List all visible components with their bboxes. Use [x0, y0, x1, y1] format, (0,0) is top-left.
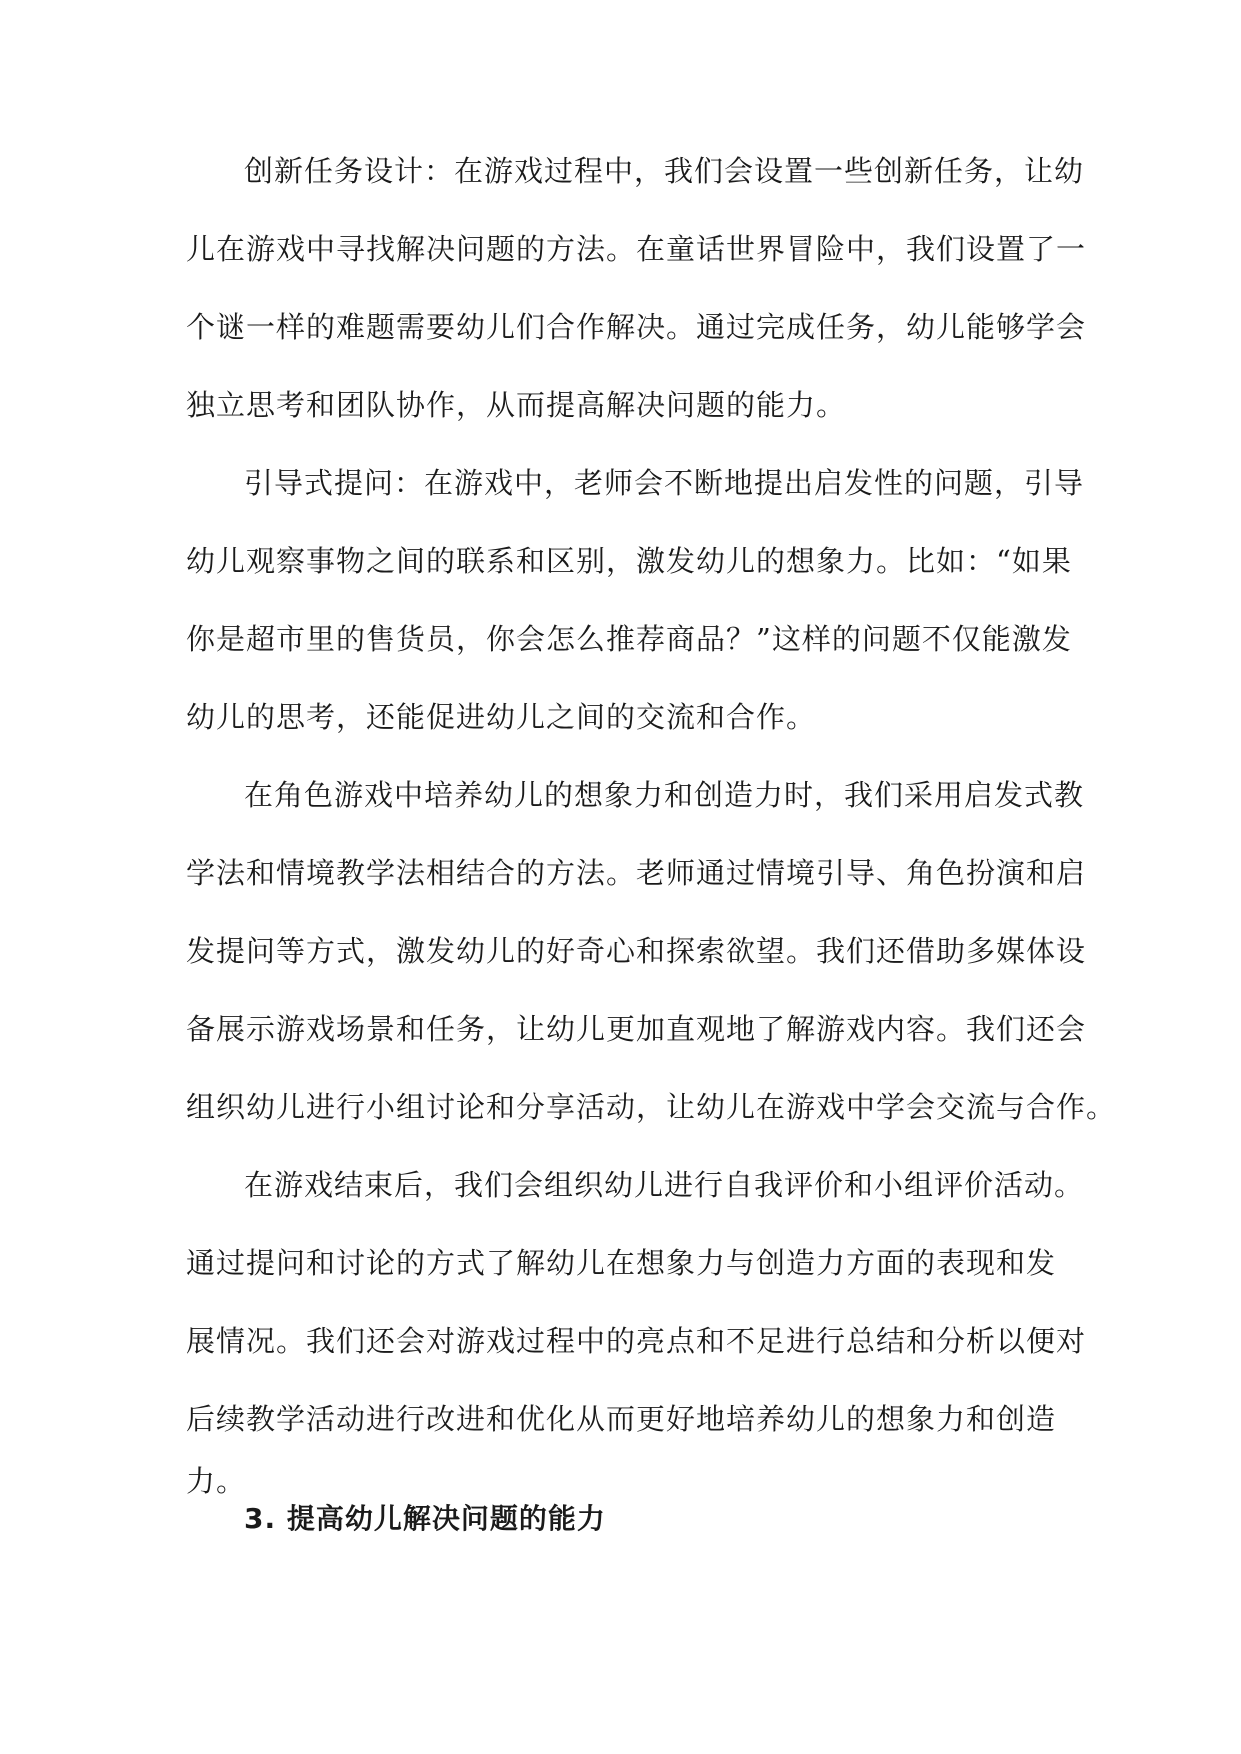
paragraph-2-line-4: 幼儿的思考，还能促进幼儿之间的交流和合作。: [186, 700, 817, 734]
paragraph-3-line-3: 发提问等方式，激发幼儿的好奇心和探索欲望。我们还借助多媒体设: [186, 934, 1087, 968]
paragraph-1-line-2: 儿在游戏中寻找解决问题的方法。在童话世界冒险中，我们设置了一: [186, 232, 1087, 266]
paragraph-4-line-3: 展情况。我们还会对游戏过程中的亮点和不足进行总结和分析以便对: [186, 1324, 1087, 1358]
paragraph-4-line-2: 通过提问和讨论的方式了解幼儿在想象力与创造力方面的表现和发: [186, 1246, 1057, 1280]
section-heading: 3. 提高幼儿解决问题的能力: [244, 1502, 606, 1535]
paragraph-3-line-4: 备展示游戏场景和任务，让幼儿更加直观地了解游戏内容。我们还会: [186, 1012, 1087, 1046]
paragraph-1-line-4: 独立思考和团队协作，从而提高解决问题的能力。: [186, 388, 847, 422]
paragraph-3-line-2: 学法和情境教学法相结合的方法。老师通过情境引导、角色扮演和启: [186, 856, 1087, 890]
paragraph-2-line-2: 幼儿观察事物之间的联系和区别，激发幼儿的想象力。比如：“如果: [186, 544, 1072, 578]
paragraph-3-line-5: 组织幼儿进行小组讨论和分享活动，让幼儿在游戏中学会交流与合作。: [186, 1090, 1117, 1124]
paragraph-4-line-4: 后续教学活动进行改进和优化从而更好地培养幼儿的想象力和创造: [186, 1402, 1057, 1436]
paragraph-1-line-3: 个谜一样的难题需要幼儿们合作解决。通过完成任务，幼儿能够学会: [186, 310, 1087, 344]
paragraph-1-line-1: 创新任务设计：在游戏过程中，我们会设置一些创新任务，让幼: [244, 154, 1085, 188]
paragraph-4-line-1: 在游戏结束后，我们会组织幼儿进行自我评价和小组评价活动。: [244, 1168, 1085, 1202]
paragraph-4-line-5: 力。: [186, 1464, 247, 1498]
paragraph-2-line-3: 你是超市里的售货员，你会怎么推荐商品？”这样的问题不仅能激发: [186, 622, 1072, 656]
paragraph-2-line-1: 引导式提问：在游戏中，老师会不断地提出启发性的问题，引导: [244, 466, 1085, 500]
paragraph-3-line-1: 在角色游戏中培养幼儿的想象力和创造力时，我们采用启发式教: [244, 778, 1085, 812]
